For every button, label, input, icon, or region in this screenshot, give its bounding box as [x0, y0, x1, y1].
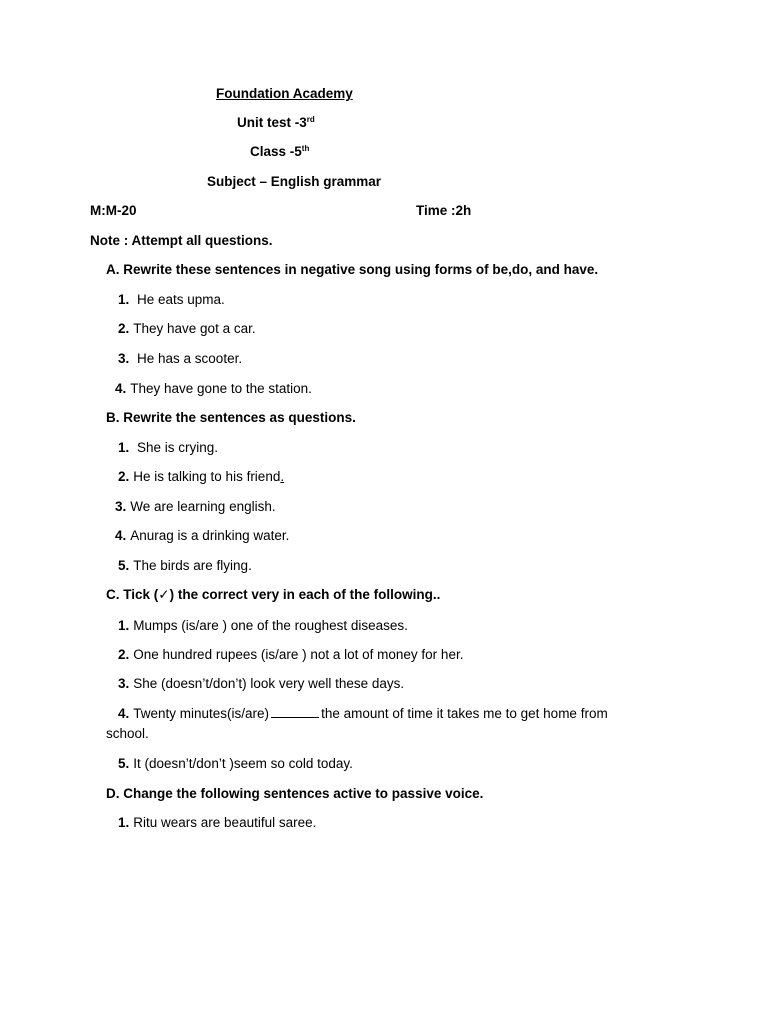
school-name: Foundation Academy — [216, 86, 353, 101]
list-item: 3. She (doesn’t/don’t) look very well these days. — [118, 676, 405, 691]
list-item: 4. Anurag is a drinking water. — [115, 528, 290, 543]
list-item: 4. They have gone to the station. — [115, 381, 312, 396]
list-item: 2. One hundred rupees (is/are ) not a lot of money for her. — [118, 647, 464, 662]
section-d-title: D. Change the following sentences active to passive voice. — [106, 786, 484, 801]
section-c-title: C. Tick (✓) the correct very in each of the following.. — [106, 587, 441, 602]
unit-test-label — [237, 114, 315, 132]
list-item: 1. Mumps (is/are ) one of the roughest diseases. — [118, 618, 408, 633]
section-b-title: B. Rewrite the sentences as questions. — [106, 410, 356, 425]
answer-blank — [271, 705, 319, 718]
list-item: 5. It (doesn’t/don’t )seem so cold today. — [118, 756, 353, 771]
list-item: 2. He is talking to his friend. — [118, 469, 285, 484]
time-label: Time :2h — [416, 203, 472, 218]
class-sup: th — [301, 144, 310, 153]
list-item: 1. She is crying. — [118, 440, 219, 455]
max-marks: M:M-20 — [90, 203, 137, 218]
section-a-title: A. Rewrite these sentences in negative song using forms of be,do, and have. — [106, 262, 599, 277]
list-item: 1. He eats upma. — [118, 292, 225, 307]
unit-test-text: Unit test -3 — [237, 115, 307, 130]
subject-label: Subject – English grammar — [207, 174, 382, 189]
class-label — [250, 143, 309, 161]
class-text: Class -5 — [250, 144, 302, 159]
list-item: 2. They have got a car. — [118, 321, 256, 336]
note-label: Note : Attempt all questions. — [90, 233, 273, 248]
list-item: 5. The birds are flying. — [118, 558, 252, 573]
list-item-continuation: school. — [106, 726, 149, 741]
list-item: 3. He has a scooter. — [118, 351, 243, 366]
unit-test-sup: rd — [306, 115, 315, 124]
list-item: 1. Ritu wears are beautiful saree. — [118, 815, 317, 830]
list-item: 4. Twenty minutes(is/are) the amount of time it takes me to get home from — [118, 706, 608, 721]
list-item: 3. We are learning english. — [115, 499, 276, 514]
